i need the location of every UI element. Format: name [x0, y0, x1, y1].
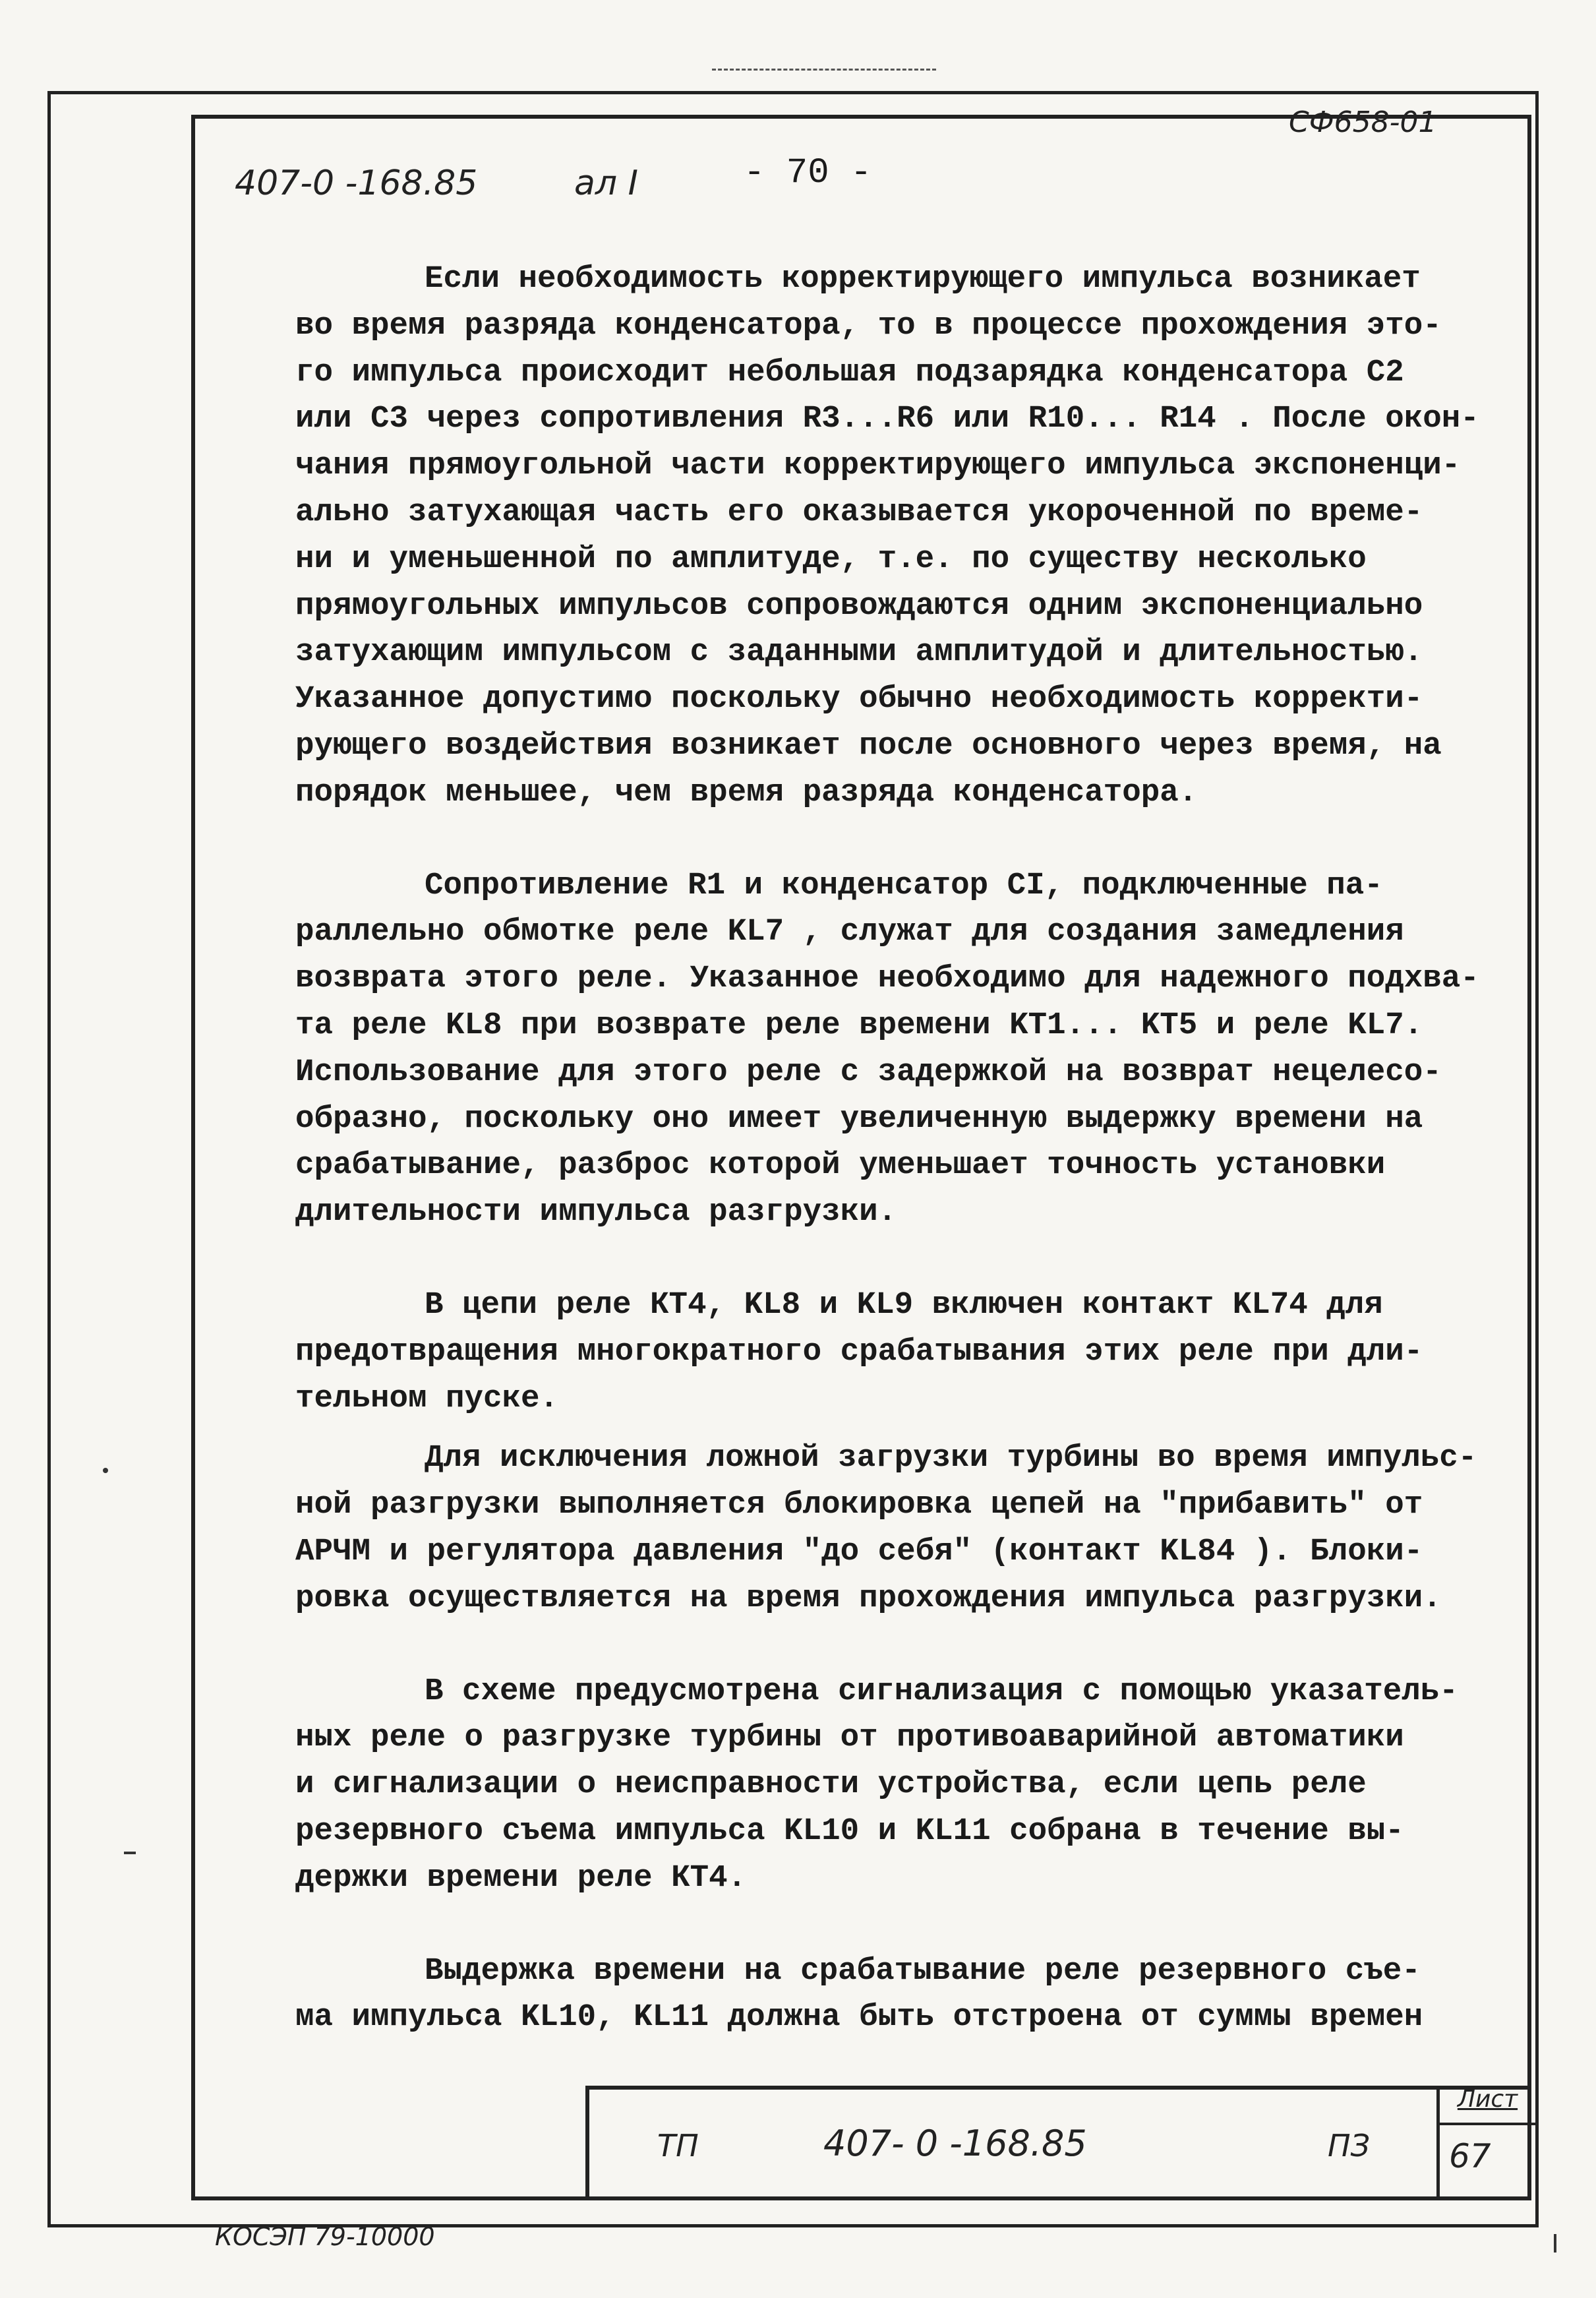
scan-tick	[1554, 2234, 1556, 2253]
title-block-section: ПЗ	[1328, 2128, 1371, 2163]
sheet-label: Лист	[1440, 2086, 1535, 2125]
sheet-box	[1436, 2086, 1535, 2200]
scan-edge-dash	[712, 69, 936, 71]
body-text	[295, 256, 1482, 2087]
paragraph-3: В цепи реле КТ4, KL8 и KL9 включен контакт KL74 для предотвращения многократного срабатывания этих реле при дли- тельном пуске.	[295, 1286, 1423, 1416]
paragraph-1: Если необходимость корректирующего импульса возникает во время разряда конденсатора, то в процессе прохождения это- го импульса происходит небольшая подзарядка конденсатора С2 или С3 через сопротивления R3...R6 или R10... R14 . После окон- чания прямоугольной части корректирующего импульса экспоненци- ально затухающая часть его оказывается укороченной по време- ни и уменьшенной по амплитуде, т.е. по существу несколько прямоугольных импульсов сопровождаются одним экспоненциально затухающим импульсом с заданными амплитудой и длительностью. Указанное допустимо поскольку обычно необходимость корректи- рующего воздействия возникает после основного через время, на порядок меньшее, чем время разряда конденсатора.	[295, 261, 1479, 810]
header-doc-number: 407-0 -168.85	[235, 164, 478, 203]
title-block-doc-code: 407- 0 -168.85	[823, 2123, 1087, 2164]
paragraph-5: В схеме предусмотрена сигнализация с помощью указатель- ных реле о разгрузке турбины от противоаварийной автоматики и сигнализации о неисправности устройства, если цепь реле резервного съема импульса KL10 и KL11 собрана в течение вы- держки времени реле КТ4.	[295, 1673, 1458, 1896]
corner-code: СФ658-01	[1289, 106, 1437, 139]
header-part: ал I	[574, 164, 638, 203]
scan-tick	[124, 1852, 136, 1854]
page-number: - 70 -	[744, 153, 872, 193]
page-header	[235, 164, 638, 203]
paragraph-4: Для исключения ложной загрузки турбины во время импульс- ной разгрузки выполняется блокировка цепей на "прибавить" от АРЧМ и регулятора давления "до себя" (контакт KL84 ). Блоки- ровка осуществляется на время прохождения импульса разгрузки.	[295, 1440, 1477, 1616]
sheet-number: 67	[1449, 2137, 1491, 2175]
title-block-tp: ТП	[657, 2128, 699, 2163]
scan-speck	[103, 1468, 108, 1473]
footer-stamp: КОСЭП 79-10000	[215, 2222, 435, 2251]
title-block	[585, 2086, 1531, 2200]
paragraph-6: Выдержка времени на срабатывание реле резервного съе- ма импульса KL10, KL11 должна быть отстроена от суммы времен	[295, 1952, 1423, 2036]
paragraph-2: Сопротивление R1 и конденсатор СI, подключенные па- раллельно обмотке реле KL7 , служат для создания замедления возврата этого реле. Указанное необходимо для надежного подхва- та реле KL8 при возврате реле времени KT1... KT5 и реле KL7. Использование для этого реле с задержкой на возврат нецелесо- образно, поскольку оно имеет увеличенную выдержку времени на срабатывание, разброс которой уменьшает точность установки длительности импульса разгрузки.	[295, 867, 1479, 1230]
